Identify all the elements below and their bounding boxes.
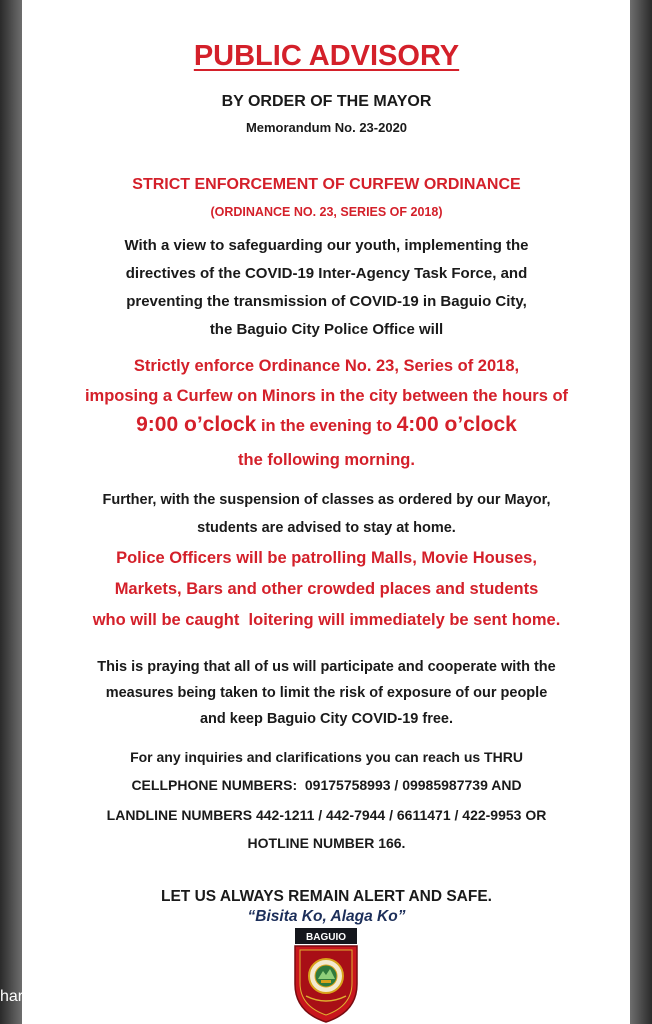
closing-line: LET US ALWAYS REMAIN ALERT AND SAFE.	[161, 888, 492, 905]
intro-line: directives of the COVID-19 Inter-Agency Task Force, and	[125, 265, 528, 282]
section-heading: STRICT ENFORCEMENT OF CURFEW ORDINANCE	[132, 176, 521, 193]
enforce-line: the following morning.	[238, 451, 415, 469]
left-edge-shadow	[0, 0, 22, 1024]
memo-number: Memorandum No. 23-2020	[245, 120, 408, 135]
contact-line: CELLPHONE NUMBERS: 09175758993 / 09985987739 AND	[131, 777, 522, 793]
contact-line: HOTLINE NUMBER 166.	[247, 835, 406, 851]
patrol-line: Markets, Bars and other crowded places and students	[114, 580, 539, 598]
patrol-line: Police Officers will be patrolling Malls, Movie Houses,	[116, 549, 537, 567]
order-line: BY ORDER OF THE MAYOR	[221, 93, 432, 110]
suspension-line: students are advised to stay at home.	[197, 520, 456, 536]
advisory-title: PUBLIC ADVISORY	[193, 40, 460, 72]
intro-line: the Baguio City Police Office will	[209, 321, 444, 338]
patrol-line: who will be caught loitering will immediately be sent home.	[92, 611, 561, 629]
section-subheading: (ORDINANCE NO. 23, SERIES OF 2018)	[210, 205, 443, 219]
curfew-end-time: 4:00 o’clock	[396, 413, 517, 436]
contact-line: For any inquiries and clarifications you can reach us THRU	[130, 749, 523, 765]
enforce-line: Strictly enforce Ordinance No. 23, Series of 2018,	[133, 357, 520, 375]
slogan: “Bisita Ko, Alaga Ko”	[247, 908, 406, 925]
intro-line: With a view to safeguarding our youth, implementing the	[124, 237, 529, 254]
praying-line: and keep Baguio City COVID-19 free.	[199, 711, 453, 727]
seal-label: BAGUIO	[306, 932, 346, 943]
intro-line: preventing the transmission of COVID-19 in Baguio City,	[126, 293, 527, 310]
share-button[interactable]: hare	[0, 988, 33, 1005]
baguio-police-seal-icon	[292, 926, 360, 1024]
suspension-line: Further, with the suspension of classes as ordered by our Mayor,	[102, 492, 551, 508]
curfew-hours	[22, 414, 631, 435]
curfew-start-time: 9:00 o’clock	[136, 413, 257, 436]
praying-line: measures being taken to limit the risk of exposure of our people	[105, 685, 548, 701]
advisory-page	[22, 0, 631, 1024]
enforce-line: imposing a Curfew on Minors in the city between the hours of	[84, 387, 569, 405]
right-edge-shadow	[630, 0, 652, 1024]
curfew-connector: in the evening to	[256, 417, 397, 435]
contact-line: LANDLINE NUMBERS 442-1211 / 442-7944 / 6611471 / 422-9953 OR	[106, 807, 547, 823]
praying-line: This is praying that all of us will participate and cooperate with the	[97, 659, 556, 675]
